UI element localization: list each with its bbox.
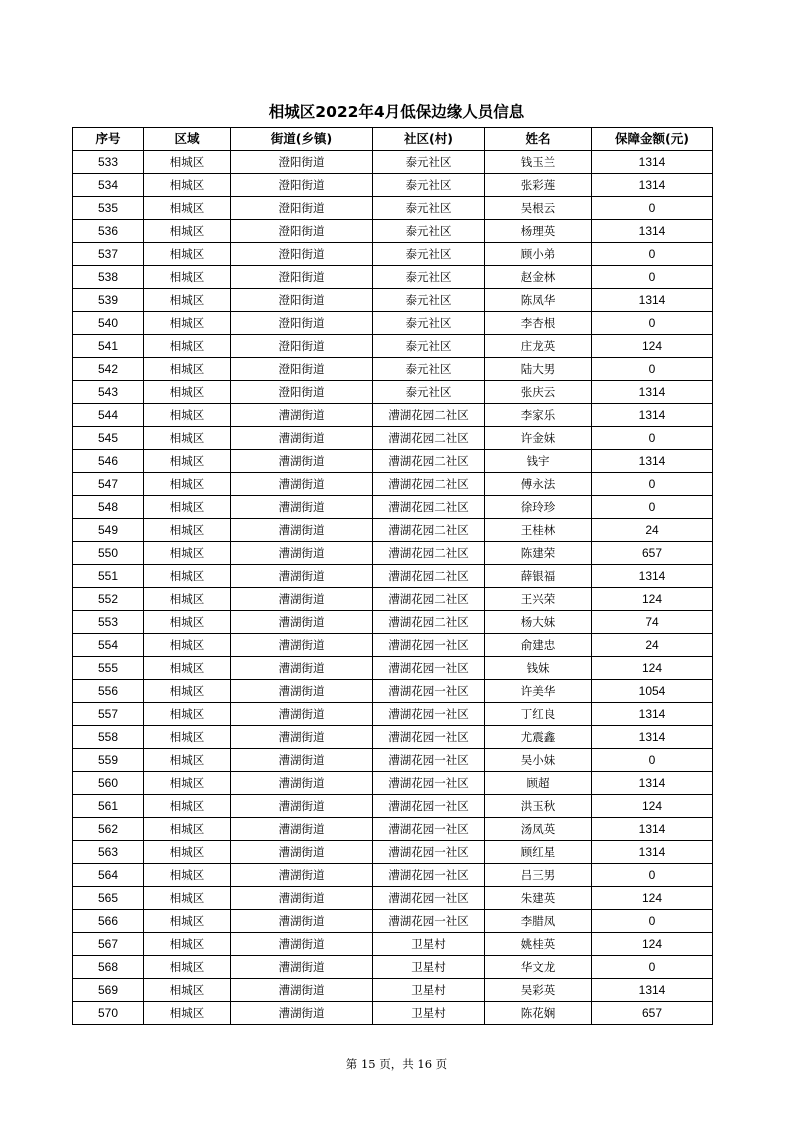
community-cell: 漕湖花园二社区 <box>373 427 485 450</box>
community-cell: 卫星村 <box>373 956 485 979</box>
street-cell: 澄阳街道 <box>231 266 373 289</box>
amount-cell: 124 <box>592 795 713 818</box>
amount-cell: 657 <box>592 1002 713 1025</box>
person-name-cell: 赵金林 <box>485 266 592 289</box>
page-title: 相城区2022年4月低保边缘人员信息 <box>268 103 525 121</box>
column-header-street: 街道(乡镇) <box>231 128 373 151</box>
amount-cell: 1314 <box>592 703 713 726</box>
table-row <box>73 841 713 864</box>
table-row <box>73 818 713 841</box>
street-cell: 澄阳街道 <box>231 243 373 266</box>
district-cell: 相城区 <box>144 680 231 703</box>
column-header-community: 社区(村) <box>373 128 485 151</box>
community-cell: 泰元社区 <box>373 381 485 404</box>
column-header-name: 姓名 <box>485 128 592 151</box>
table-row <box>73 703 713 726</box>
row-index-cell: 557 <box>73 703 144 726</box>
row-index-cell: 551 <box>73 565 144 588</box>
district-cell: 相城区 <box>144 473 231 496</box>
person-name-cell: 钱妹 <box>485 657 592 680</box>
person-name-cell: 俞建忠 <box>485 634 592 657</box>
district-cell: 相城区 <box>144 933 231 956</box>
street-cell: 漕湖街道 <box>231 450 373 473</box>
district-cell: 相城区 <box>144 887 231 910</box>
community-cell: 漕湖花园二社区 <box>373 519 485 542</box>
person-name-cell: 姚桂英 <box>485 933 592 956</box>
district-cell: 相城区 <box>144 266 231 289</box>
community-cell: 泰元社区 <box>373 174 485 197</box>
amount-cell: 0 <box>592 864 713 887</box>
row-index-cell: 570 <box>73 1002 144 1025</box>
person-name-cell: 汤凤英 <box>485 818 592 841</box>
row-index-cell: 535 <box>73 197 144 220</box>
amount-cell: 124 <box>592 657 713 680</box>
community-cell: 漕湖花园二社区 <box>373 542 485 565</box>
street-cell: 漕湖街道 <box>231 1002 373 1025</box>
district-cell: 相城区 <box>144 726 231 749</box>
row-index-cell: 559 <box>73 749 144 772</box>
table-row <box>73 565 713 588</box>
row-index-cell: 552 <box>73 588 144 611</box>
person-name-cell: 许金妹 <box>485 427 592 450</box>
street-cell: 澄阳街道 <box>231 381 373 404</box>
amount-cell: 124 <box>592 335 713 358</box>
street-cell: 澄阳街道 <box>231 289 373 312</box>
street-cell: 漕湖街道 <box>231 634 373 657</box>
street-cell: 漕湖街道 <box>231 473 373 496</box>
amount-cell: 1314 <box>592 726 713 749</box>
person-name-cell: 顾超 <box>485 772 592 795</box>
row-index-cell: 554 <box>73 634 144 657</box>
row-index-cell: 544 <box>73 404 144 427</box>
person-name-cell: 陆大男 <box>485 358 592 381</box>
community-cell: 漕湖花园一社区 <box>373 703 485 726</box>
table-row <box>73 312 713 335</box>
community-cell: 漕湖花园一社区 <box>373 634 485 657</box>
community-cell: 漕湖花园二社区 <box>373 450 485 473</box>
row-index-cell: 549 <box>73 519 144 542</box>
amount-cell: 0 <box>592 266 713 289</box>
district-cell: 相城区 <box>144 841 231 864</box>
street-cell: 漕湖街道 <box>231 841 373 864</box>
amount-cell: 1314 <box>592 565 713 588</box>
amount-cell: 1314 <box>592 841 713 864</box>
row-index-cell: 546 <box>73 450 144 473</box>
amount-cell: 1314 <box>592 174 713 197</box>
district-cell: 相城区 <box>144 634 231 657</box>
street-cell: 漕湖街道 <box>231 956 373 979</box>
amount-cell: 24 <box>592 519 713 542</box>
table-row <box>73 243 713 266</box>
table-body <box>73 151 713 1025</box>
table-row <box>73 496 713 519</box>
district-cell: 相城区 <box>144 565 231 588</box>
column-header-index: 序号 <box>73 128 144 151</box>
table-header-row <box>73 128 713 151</box>
table-row <box>73 404 713 427</box>
district-cell: 相城区 <box>144 657 231 680</box>
community-cell: 漕湖花园一社区 <box>373 657 485 680</box>
community-cell: 漕湖花园二社区 <box>373 473 485 496</box>
community-cell: 漕湖花园二社区 <box>373 496 485 519</box>
person-name-cell: 张庆云 <box>485 381 592 404</box>
person-name-cell: 徐玲珍 <box>485 496 592 519</box>
row-index-cell: 561 <box>73 795 144 818</box>
street-cell: 澄阳街道 <box>231 358 373 381</box>
district-cell: 相城区 <box>144 703 231 726</box>
amount-cell: 124 <box>592 933 713 956</box>
row-index-cell: 564 <box>73 864 144 887</box>
person-name-cell: 陈花娴 <box>485 1002 592 1025</box>
district-cell: 相城区 <box>144 795 231 818</box>
street-cell: 漕湖街道 <box>231 795 373 818</box>
community-cell: 泰元社区 <box>373 335 485 358</box>
row-index-cell: 537 <box>73 243 144 266</box>
person-name-cell: 钱宇 <box>485 450 592 473</box>
table-row <box>73 335 713 358</box>
street-cell: 漕湖街道 <box>231 588 373 611</box>
table-row <box>73 979 713 1002</box>
street-cell: 漕湖街道 <box>231 565 373 588</box>
person-name-cell: 顾红星 <box>485 841 592 864</box>
amount-cell: 1054 <box>592 680 713 703</box>
person-name-cell: 李腊凤 <box>485 910 592 933</box>
person-name-cell: 顾小弟 <box>485 243 592 266</box>
district-cell: 相城区 <box>144 335 231 358</box>
street-cell: 漕湖街道 <box>231 864 373 887</box>
table-row <box>73 450 713 473</box>
table-row <box>73 933 713 956</box>
row-index-cell: 542 <box>73 358 144 381</box>
row-index-cell: 566 <box>73 910 144 933</box>
street-cell: 漕湖街道 <box>231 404 373 427</box>
street-cell: 漕湖街道 <box>231 703 373 726</box>
district-cell: 相城区 <box>144 174 231 197</box>
person-name-cell: 张彩莲 <box>485 174 592 197</box>
table-row <box>73 772 713 795</box>
table-row <box>73 680 713 703</box>
community-cell: 漕湖花园二社区 <box>373 611 485 634</box>
district-cell: 相城区 <box>144 542 231 565</box>
district-cell: 相城区 <box>144 979 231 1002</box>
district-cell: 相城区 <box>144 404 231 427</box>
community-cell: 漕湖花园一社区 <box>373 864 485 887</box>
table-row <box>73 1002 713 1025</box>
person-name-cell: 朱建英 <box>485 887 592 910</box>
amount-cell: 74 <box>592 611 713 634</box>
amount-cell: 0 <box>592 427 713 450</box>
person-name-cell: 尤震鑫 <box>485 726 592 749</box>
street-cell: 澄阳街道 <box>231 151 373 174</box>
street-cell: 漕湖街道 <box>231 427 373 450</box>
row-index-cell: 539 <box>73 289 144 312</box>
community-cell: 漕湖花园一社区 <box>373 795 485 818</box>
table-row <box>73 795 713 818</box>
amount-cell: 0 <box>592 358 713 381</box>
district-cell: 相城区 <box>144 312 231 335</box>
table-row <box>73 611 713 634</box>
table-row <box>73 197 713 220</box>
community-cell: 漕湖花园一社区 <box>373 749 485 772</box>
community-cell: 卫星村 <box>373 979 485 1002</box>
district-cell: 相城区 <box>144 1002 231 1025</box>
community-cell: 卫星村 <box>373 1002 485 1025</box>
table-row <box>73 887 713 910</box>
community-cell: 泰元社区 <box>373 151 485 174</box>
street-cell: 漕湖街道 <box>231 979 373 1002</box>
row-index-cell: 545 <box>73 427 144 450</box>
amount-cell: 657 <box>592 542 713 565</box>
row-index-cell: 558 <box>73 726 144 749</box>
community-cell: 泰元社区 <box>373 358 485 381</box>
column-header-district: 区域 <box>144 128 231 151</box>
person-name-cell: 吴彩英 <box>485 979 592 1002</box>
row-index-cell: 560 <box>73 772 144 795</box>
page-footer: 第 15 页，共 16 页 <box>345 1057 448 1071</box>
street-cell: 澄阳街道 <box>231 312 373 335</box>
district-cell: 相城区 <box>144 450 231 473</box>
row-index-cell: 533 <box>73 151 144 174</box>
community-cell: 泰元社区 <box>373 243 485 266</box>
table-row <box>73 427 713 450</box>
district-cell: 相城区 <box>144 381 231 404</box>
street-cell: 漕湖街道 <box>231 772 373 795</box>
community-cell: 泰元社区 <box>373 197 485 220</box>
person-name-cell: 薛银福 <box>485 565 592 588</box>
table-row <box>73 519 713 542</box>
row-index-cell: 553 <box>73 611 144 634</box>
street-cell: 漕湖街道 <box>231 726 373 749</box>
street-cell: 漕湖街道 <box>231 519 373 542</box>
amount-cell: 1314 <box>592 450 713 473</box>
community-cell: 漕湖花园一社区 <box>373 887 485 910</box>
community-cell: 漕湖花园二社区 <box>373 404 485 427</box>
person-name-cell: 杨大妹 <box>485 611 592 634</box>
district-cell: 相城区 <box>144 772 231 795</box>
table-row <box>73 174 713 197</box>
row-index-cell: 555 <box>73 657 144 680</box>
street-cell: 漕湖街道 <box>231 657 373 680</box>
row-index-cell: 534 <box>73 174 144 197</box>
table-row <box>73 220 713 243</box>
person-name-cell: 吕三男 <box>485 864 592 887</box>
community-cell: 泰元社区 <box>373 266 485 289</box>
street-cell: 漕湖街道 <box>231 680 373 703</box>
amount-cell: 1314 <box>592 289 713 312</box>
community-cell: 漕湖花园一社区 <box>373 818 485 841</box>
street-cell: 漕湖街道 <box>231 542 373 565</box>
row-index-cell: 563 <box>73 841 144 864</box>
community-cell: 漕湖花园二社区 <box>373 565 485 588</box>
row-index-cell: 568 <box>73 956 144 979</box>
table-row <box>73 749 713 772</box>
street-cell: 澄阳街道 <box>231 335 373 358</box>
row-index-cell: 543 <box>73 381 144 404</box>
amount-cell: 0 <box>592 956 713 979</box>
street-cell: 漕湖街道 <box>231 611 373 634</box>
row-index-cell: 540 <box>73 312 144 335</box>
person-name-cell: 吴小妹 <box>485 749 592 772</box>
table-row <box>73 657 713 680</box>
district-cell: 相城区 <box>144 519 231 542</box>
street-cell: 漕湖街道 <box>231 818 373 841</box>
row-index-cell: 550 <box>73 542 144 565</box>
table-row <box>73 910 713 933</box>
amount-cell: 0 <box>592 473 713 496</box>
person-name-cell: 吴根云 <box>485 197 592 220</box>
district-cell: 相城区 <box>144 749 231 772</box>
district-cell: 相城区 <box>144 289 231 312</box>
amount-cell: 0 <box>592 243 713 266</box>
row-index-cell: 562 <box>73 818 144 841</box>
person-name-cell: 李家乐 <box>485 404 592 427</box>
amount-cell: 0 <box>592 749 713 772</box>
person-name-cell: 王兴荣 <box>485 588 592 611</box>
community-cell: 漕湖花园一社区 <box>373 726 485 749</box>
district-cell: 相城区 <box>144 818 231 841</box>
district-cell: 相城区 <box>144 358 231 381</box>
community-cell: 泰元社区 <box>373 312 485 335</box>
person-name-cell: 傅永法 <box>485 473 592 496</box>
community-cell: 漕湖花园一社区 <box>373 910 485 933</box>
amount-cell: 1314 <box>592 404 713 427</box>
person-name-cell: 丁红良 <box>485 703 592 726</box>
amount-cell: 1314 <box>592 979 713 1002</box>
person-name-cell: 庄龙英 <box>485 335 592 358</box>
table-row <box>73 289 713 312</box>
amount-cell: 0 <box>592 197 713 220</box>
amount-cell: 0 <box>592 496 713 519</box>
table-row <box>73 266 713 289</box>
data-table <box>72 127 713 1025</box>
community-cell: 漕湖花园一社区 <box>373 841 485 864</box>
table-row <box>73 956 713 979</box>
community-cell: 漕湖花园二社区 <box>373 588 485 611</box>
district-cell: 相城区 <box>144 956 231 979</box>
person-name-cell: 华文龙 <box>485 956 592 979</box>
amount-cell: 124 <box>592 588 713 611</box>
person-name-cell: 许美华 <box>485 680 592 703</box>
person-name-cell: 陈建荣 <box>485 542 592 565</box>
row-index-cell: 548 <box>73 496 144 519</box>
row-index-cell: 538 <box>73 266 144 289</box>
table-row <box>73 634 713 657</box>
row-index-cell: 565 <box>73 887 144 910</box>
amount-cell: 1314 <box>592 818 713 841</box>
table-row <box>73 473 713 496</box>
street-cell: 漕湖街道 <box>231 933 373 956</box>
district-cell: 相城区 <box>144 496 231 519</box>
row-index-cell: 567 <box>73 933 144 956</box>
street-cell: 澄阳街道 <box>231 220 373 243</box>
street-cell: 澄阳街道 <box>231 174 373 197</box>
community-cell: 漕湖花园一社区 <box>373 772 485 795</box>
street-cell: 澄阳街道 <box>231 197 373 220</box>
amount-cell: 1314 <box>592 772 713 795</box>
row-index-cell: 569 <box>73 979 144 1002</box>
amount-cell: 0 <box>592 312 713 335</box>
table-row <box>73 358 713 381</box>
street-cell: 漕湖街道 <box>231 496 373 519</box>
district-cell: 相城区 <box>144 427 231 450</box>
table-row <box>73 726 713 749</box>
column-header-amount: 保障金额(元) <box>592 128 713 151</box>
table-row <box>73 864 713 887</box>
amount-cell: 124 <box>592 887 713 910</box>
person-name-cell: 李杏根 <box>485 312 592 335</box>
amount-cell: 24 <box>592 634 713 657</box>
person-name-cell: 杨理英 <box>485 220 592 243</box>
community-cell: 卫星村 <box>373 933 485 956</box>
district-cell: 相城区 <box>144 243 231 266</box>
district-cell: 相城区 <box>144 197 231 220</box>
community-cell: 泰元社区 <box>373 289 485 312</box>
table-row <box>73 151 713 174</box>
district-cell: 相城区 <box>144 151 231 174</box>
table-row <box>73 381 713 404</box>
row-index-cell: 547 <box>73 473 144 496</box>
amount-cell: 1314 <box>592 151 713 174</box>
district-cell: 相城区 <box>144 910 231 933</box>
street-cell: 漕湖街道 <box>231 887 373 910</box>
street-cell: 漕湖街道 <box>231 749 373 772</box>
person-name-cell: 王桂林 <box>485 519 592 542</box>
row-index-cell: 536 <box>73 220 144 243</box>
district-cell: 相城区 <box>144 611 231 634</box>
person-name-cell: 钱玉兰 <box>485 151 592 174</box>
person-name-cell: 陈凤华 <box>485 289 592 312</box>
person-name-cell: 洪玉秋 <box>485 795 592 818</box>
amount-cell: 1314 <box>592 381 713 404</box>
amount-cell: 1314 <box>592 220 713 243</box>
table-row <box>73 542 713 565</box>
table-row <box>73 588 713 611</box>
district-cell: 相城区 <box>144 864 231 887</box>
row-index-cell: 556 <box>73 680 144 703</box>
district-cell: 相城区 <box>144 588 231 611</box>
row-index-cell: 541 <box>73 335 144 358</box>
street-cell: 漕湖街道 <box>231 910 373 933</box>
community-cell: 泰元社区 <box>373 220 485 243</box>
district-cell: 相城区 <box>144 220 231 243</box>
amount-cell: 0 <box>592 910 713 933</box>
community-cell: 漕湖花园一社区 <box>373 680 485 703</box>
